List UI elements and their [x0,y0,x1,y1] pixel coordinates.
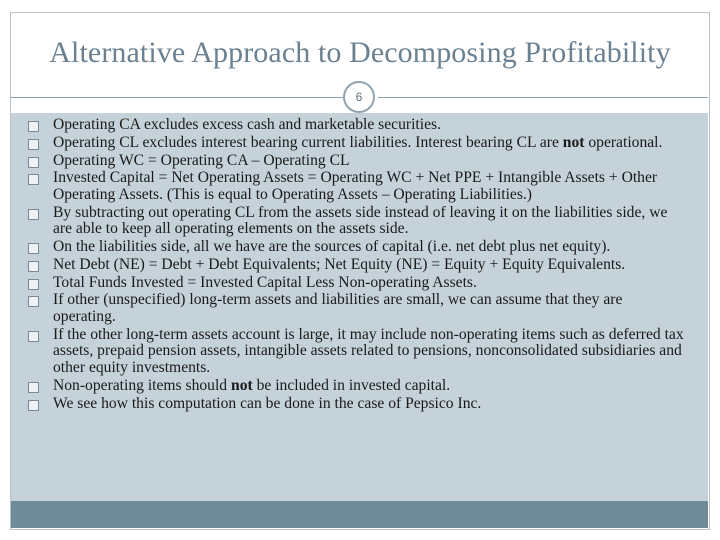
checkbox-square-icon [28,382,39,393]
checkbox-square-icon [28,174,39,185]
bullet-text: Operating WC = Operating CA – Operating CL [53,151,350,169]
bullet-text: Non-operating items should [53,376,232,394]
bullet-item [28,378,688,395]
checkbox-square-icon [28,296,39,307]
checkbox-square-icon [28,139,39,150]
title-divider-right [378,97,708,98]
checkbox-square-icon [28,157,39,168]
checkbox-square-icon [28,261,39,272]
footer-band [11,501,708,528]
bullet-list [28,117,688,413]
bullet-item [28,396,688,413]
bullet-item [28,239,688,256]
bullet-emphasis: not [562,133,585,151]
bullet-text: Net Debt (NE) = Debt + Debt Equivalents; Net Equity (NE) = Equity + Equity Equivalents. [53,255,626,273]
bullet-item [28,327,688,377]
bullet-item [28,170,688,203]
checkbox-square-icon [28,331,39,342]
bullet-text: Operating CL excludes interest bearing current liabilities. Interest bearing CL are [53,133,563,151]
title-divider-left [11,97,343,98]
bullet-item [28,135,688,152]
bullet-item [28,275,688,292]
bullet-text: If the other long-term assets account is large, it may include non-operating items such as deferred tax assets, prepaid pension assets, intangible assets related to pensions, nonconsolidated subsidiaries and other equity investments. [53,325,684,376]
bullet-text: We see how this computation can be done in the case of Pepsico Inc. [53,394,482,412]
checkbox-square-icon [28,400,39,411]
bullet-item [28,117,688,134]
checkbox-square-icon [28,243,39,254]
bullet-item [28,153,688,170]
bullet-text: Invested Capital = Net Operating Assets = Operating WC + Net PPE + Intangible Assets + Other Operating Assets. (This is equal to Operating Assets – Operating Liabilities.) [53,169,658,203]
bullet-emphasis: not [231,376,253,394]
bullet-text: operational. [584,133,663,151]
slide-title: Alternative Approach to Decomposing Profitability [49,36,671,69]
bullet-item [28,257,688,274]
bullet-text: If other (unspecified) long-term assets and liabilities are small, we can assume that they are operating. [53,291,623,326]
page-number-badge: 6 [343,81,375,113]
bullet-text: On the liabilities side, all we have are the sources of capital (i.e. net debt plus net equity). [53,238,611,256]
bullet-text: be included in invested capital. [252,376,451,394]
bullet-text: Operating CA excludes excess cash and marketable securities. [53,116,441,133]
checkbox-square-icon [28,121,39,132]
checkbox-square-icon [28,279,39,290]
bullet-item [28,292,688,325]
checkbox-square-icon [28,209,39,220]
bullet-text: Total Funds Invested = Invested Capital Less Non-operating Assets. [53,273,477,291]
bullet-text: By subtracting out operating CL from the assets side instead of leaving it on the liabilities side, we are able to keep all operating elements on the assets side. [53,203,668,238]
bullet-item [28,205,688,238]
